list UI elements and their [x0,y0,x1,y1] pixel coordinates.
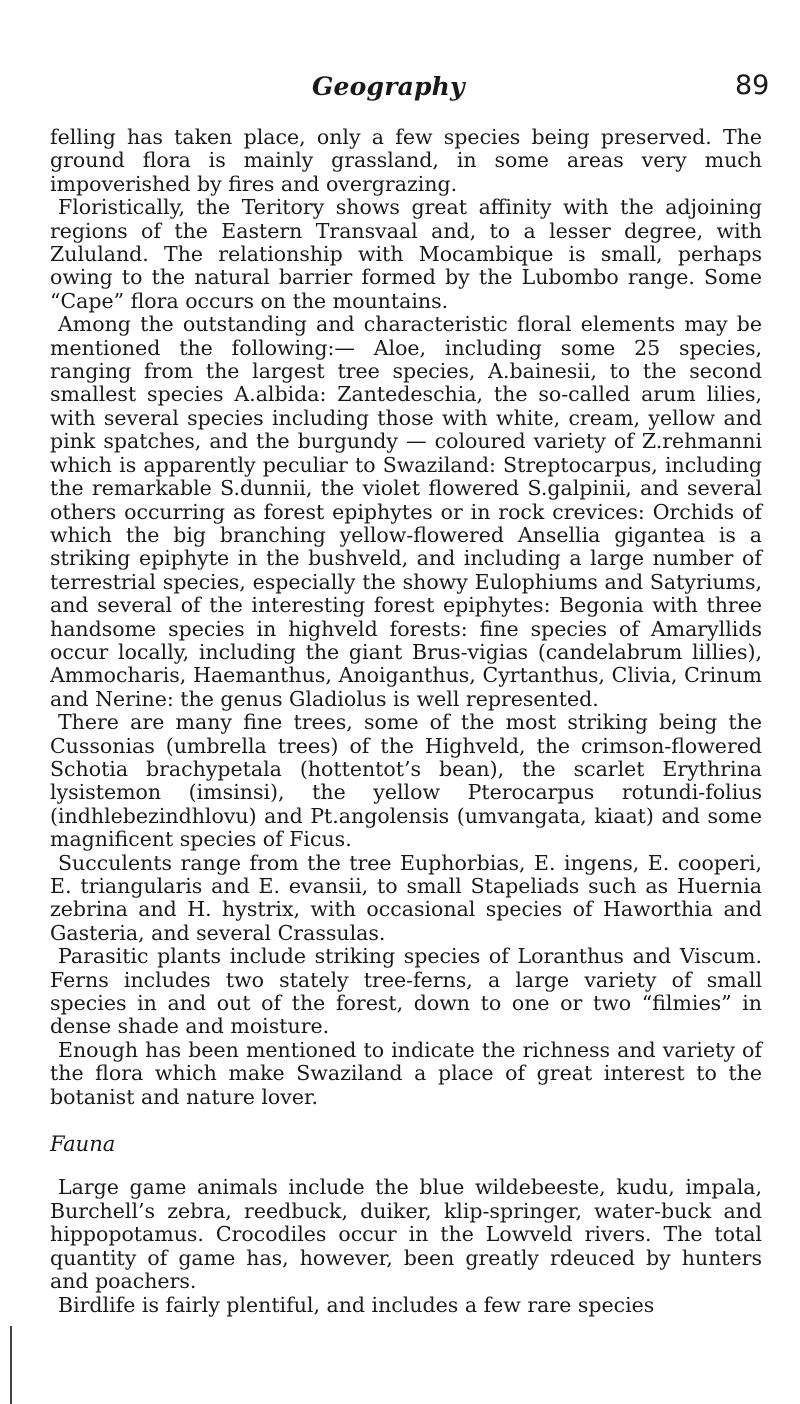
running-header [0,70,800,110]
paragraph: Succulents range from the tree Euphorbias, E. ingens, E. cooperi, E. triangularis and E. evansii, to small Stapeliads such as Huernia zebrina and H. hystrix, with occasional species of Haworthia and Gasteria, and several Crassulas. [50,850,762,945]
binding-edge-line [10,1326,12,1404]
paragraph: Floristically, the Teritory shows great affinity with the adjoining regions of the Eastern Transvaal and, to a lesser degree, with Zululand. The relationship with Mocambique is small, perhaps owing to the natural barrier formed by the Lubombo range. Some “Cape” flora occurs on the mountains. [50,195,762,313]
paragraph: Among the outstanding and characteristic floral elements may be mentioned the following:— Aloe, including some 25 species, ranging from the largest tree species, A.bainesii, to the second smallest species A.albida: Zantedeschia, the so-called arum lilies, with several species including those with white, cream, yellow and pink spatches, and the burgundy — coloured variety of Z.rehmanni which is apparently peculiar to Swaziland: Streptocarpus, including the remarkable S.dunnii, the violet flowered S.galpinii, and several others occurring as forest epiphytes or in rock crevices: Orchids of which the big branching yellow-flowered Ansellia gigantea is a striking epiphyte in the bushveld, and including a large number of terrestrial species, especially the showy Eulophiums and Satyriums, and several of the interesting forest epiphytes: Begonia with three handsome species in highveld forests: fine species of Amaryllids occur locally, including the giant Brus-vigias (candelabrum lillies), Ammocharis, Haemanthus, Anoiganthus, Cyrtanthus, Clivia, Crinum and Nerine: the genus Gladiolus is well represented. [50,312,762,711]
body-text [50,126,762,1317]
paragraph: felling has taken place, only a few species being preserved. The ground flora is mainly grassland, in some areas very much impoverished by fires and overgrazing. [50,125,762,196]
running-title: Geography [312,72,465,101]
paragraph: Large game animals include the blue wildebeeste, kudu, impala, Burchell’s zebra, reedbuck, duiker, klip-springer, water-buck and hippopotamus. Crocodiles occur in the Lowveld rivers. The total quantity of game has, however, been greatly rdeuced by hunters and poachers. [50,1175,762,1294]
page-number: 89 [735,70,770,101]
paragraph: Enough has been mentioned to indicate the richness and variety of the flora which make Swaziland a place of great interest to the botanist and nature lover. [50,1037,762,1109]
paragraph: There are many fine trees, some of the most striking being the Cussonias (umbrella trees) of the Highveld, the crimson-flowered Schotia brachypetala (hottentot’s bean), the scarlet Erythrina lysistemon (imsinsi), the yellow Pterocarpus rotundi-folius (indhlebezindhlovu) and Pt.angolensis (umvangata, kiaat) and some magnificent species of Ficus. [50,710,762,852]
paragraph: Parasitic plants include striking species of Loranthus and Viscum. Ferns includes two stately tree-ferns, a large variety of small species in and out of the forest, down to one or two “filmies” in dense shade and moisture. [50,944,762,1039]
paragraph: Birdlife is fairly plentiful, and includes a few rare species [58,1292,655,1317]
section-heading-fauna: Fauna [50,1132,116,1157]
